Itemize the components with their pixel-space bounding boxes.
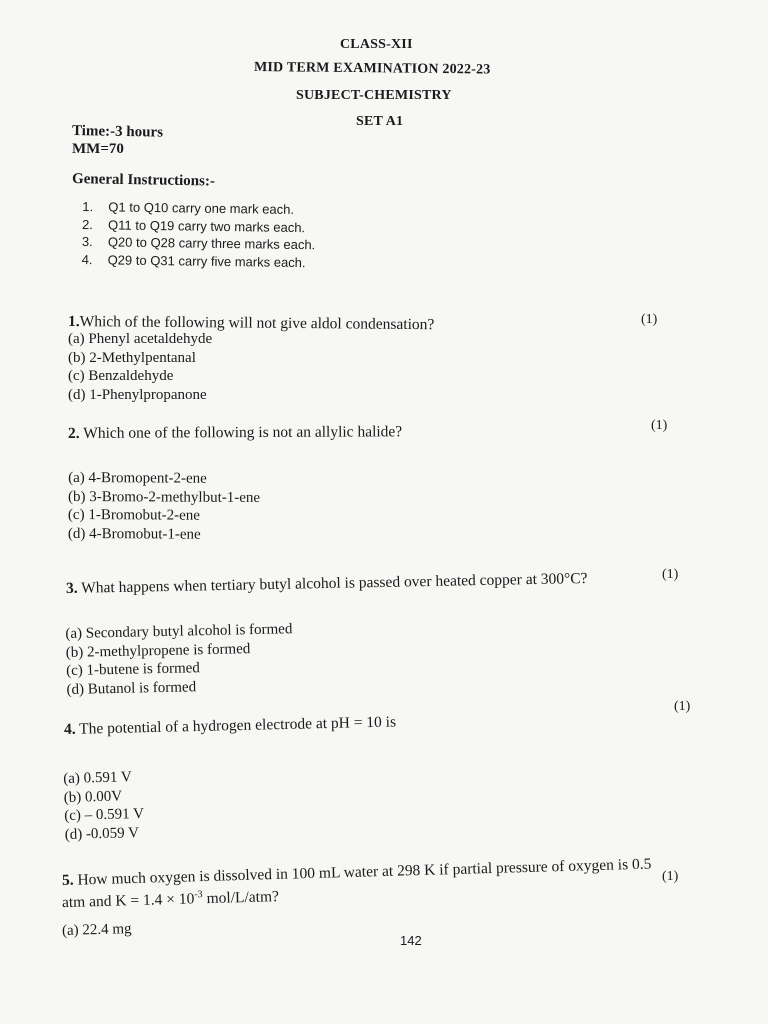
question-3-options	[65, 620, 294, 699]
option: (b) 2-Methylpentanal	[68, 349, 196, 366]
question-1-marks: (1)	[641, 312, 658, 327]
question-text: Which one of the following is not an allylic halide?	[79, 423, 403, 442]
question-3-marks: (1)	[662, 567, 679, 582]
question-2-options	[68, 469, 260, 544]
question-4	[64, 713, 396, 739]
instruction-item: 1. Q1 to Q10 carry one mark each.	[82, 199, 295, 217]
option: (a) Secondary butyl alcohol is formed	[65, 621, 293, 643]
option: (d) 1-Phenylpropanone	[68, 386, 207, 403]
option: (d) -0.059 V	[64, 824, 140, 843]
instruction-item: 4. Q29 to Q31 carry five marks each.	[81, 251, 306, 270]
instructions-list	[82, 198, 316, 271]
option: (a) 0.591 V	[63, 769, 132, 788]
option: (d) 4-Bromobut-1-ene	[67, 525, 201, 543]
question-5-marks: (1)	[662, 869, 679, 884]
question-number: 3.	[65, 579, 78, 597]
question-text: How much oxygen is dissolved in 100 mL water at 298 K if partial pressure of oxygen is 0.5	[73, 855, 652, 889]
option: (b) 3-Bromo-2-methylbut-1-ene	[68, 488, 261, 506]
question-5	[62, 856, 652, 890]
option: (d) Butanol is formed	[66, 679, 197, 698]
page-number: 142	[400, 933, 422, 948]
max-marks-label: MM=70	[72, 141, 124, 157]
option: (c) 1-Bromobut-2-ene	[67, 507, 201, 524]
question-number: 2.	[67, 424, 80, 442]
exam-heading: MID TERM EXAMINATION 2022-23	[253, 60, 491, 78]
question-2	[68, 423, 402, 443]
question-text: What happens when tertiary butyl alcohol is passed over heated copper at 300°C?	[77, 569, 588, 597]
question-number: 1.	[67, 313, 80, 331]
instructions-heading: General Instructions:-	[71, 171, 216, 190]
question-text: Which of the following will not give aldol condensation?	[79, 313, 435, 334]
question-5-line-2: atm and $K = 1.4 \times 10^{-3}$ mol/L/atm?	[61, 888, 280, 912]
question-3	[66, 570, 588, 598]
set-heading: SET A1	[356, 114, 404, 129]
option: (a) 4-Bromopent-2-ene	[68, 470, 207, 487]
option: (b) 0.00V	[63, 788, 123, 806]
instruction-item: 2. Q11 to Q19 carry two marks each.	[82, 216, 306, 235]
class-heading: CLASS-XII	[340, 37, 413, 52]
question-1-options	[68, 330, 212, 404]
question-5-options	[62, 920, 132, 941]
option: (c) 1-butene is formed	[66, 660, 201, 680]
option: (c) Benzaldehyde	[68, 368, 174, 385]
question-2-marks: (1)	[651, 418, 668, 433]
option: (a) Phenyl acetaldehyde	[68, 331, 213, 347]
question-4-marks: (1)	[674, 699, 691, 714]
question-4-options	[63, 768, 145, 844]
option: (c) – 0.591 V	[64, 806, 145, 825]
subject-heading: SUBJECT-CHEMISTRY	[296, 88, 452, 103]
question-number: 5.	[61, 871, 74, 889]
option: (a) 22.4 mg	[61, 921, 132, 939]
question-number: 4.	[63, 720, 76, 738]
instruction-item: 3. Q20 to Q28 carry three marks each.	[81, 233, 316, 253]
question-text: The potential of a hydrogen electrode at pH = 10 is	[75, 713, 397, 738]
time-label: Time:-3 hours	[71, 123, 164, 141]
option: (b) 2-methylpropene is formed	[65, 640, 251, 661]
